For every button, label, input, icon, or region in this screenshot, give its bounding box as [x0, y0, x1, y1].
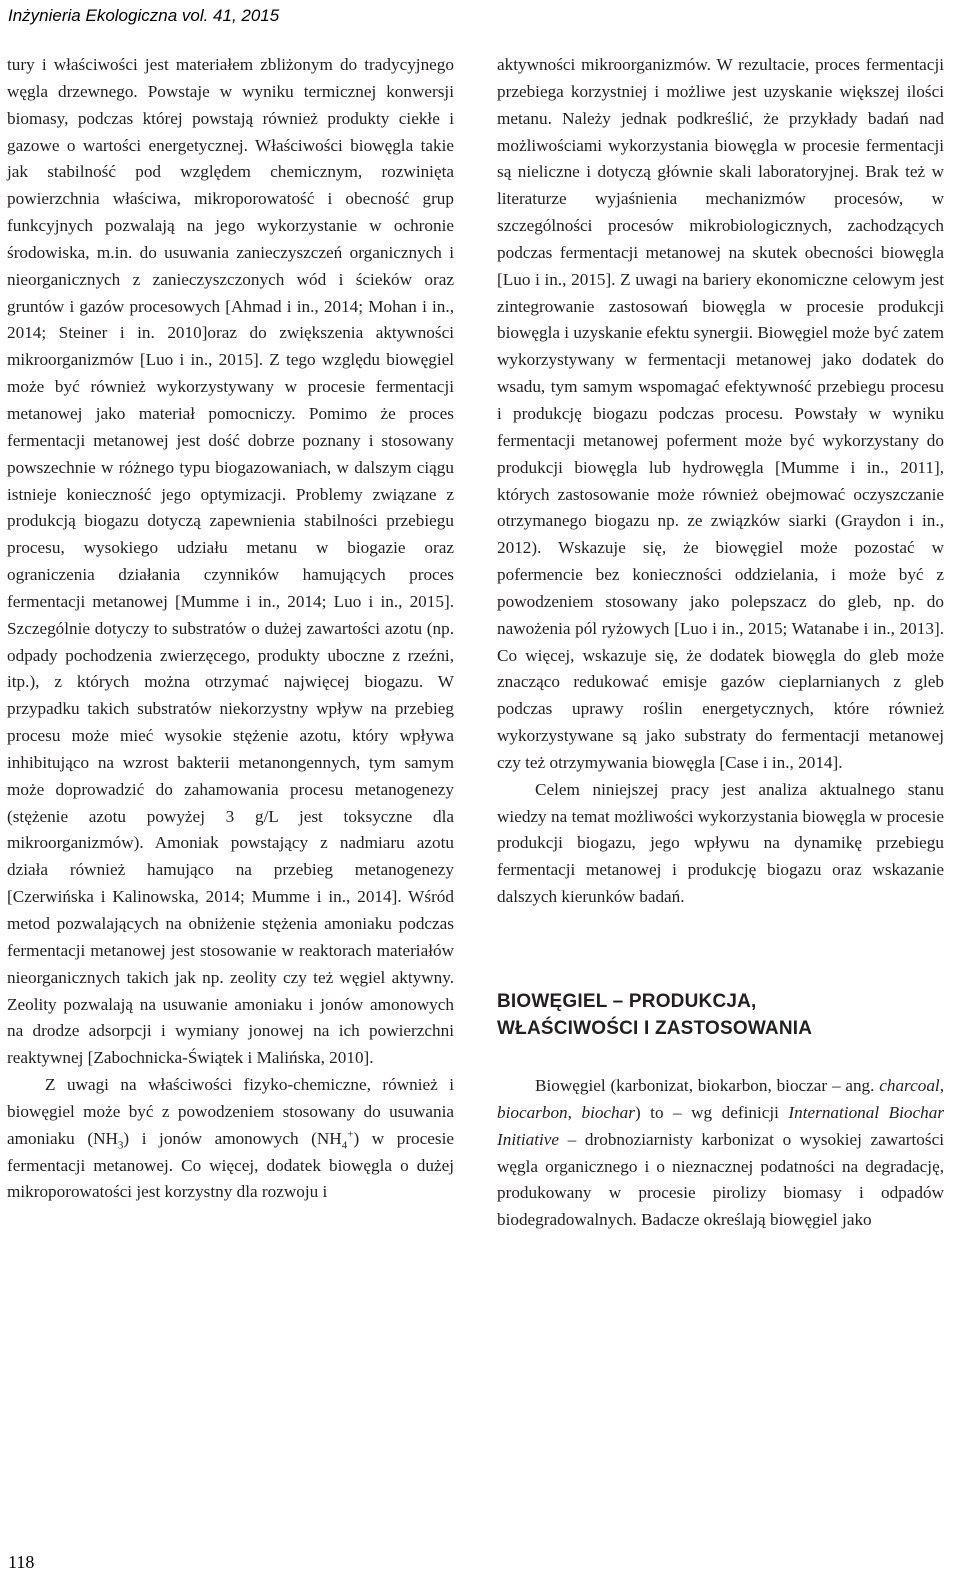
body-paragraph: tury i właściwości jest materiałem zbliżonym do tradycyjnego węgla drzewnego. Powstaje w wyniku termicznej konwersji biomasy, podczas której powstają również produkty ciekłe i gazowe o wartości energetycznej. Właściwości biowęgla takie jak stabilność pod względem chemicznym, rozwinięta powierzchnia właściwa, mikroporowatość i obecność grup funkcyjnych pozwalają na jego wykorzystanie w ochronie środowiska, m.in. do usuwania zanieczyszczeń organicznych i nieorganicznych z zanieczyszczonych wód i ścieków oraz gruntów i gazów procesowych [Ahmad i in., 2014; Mohan i in., 2014; Steiner i in. 2010]oraz do zwiększenia aktywności mikroorganizmów [Luo i in., 2015]. Z tego względu biowęgiel może być również wykorzystywany w procesie fermentacji metanowej jako materiał pomocniczy. Pomimo że proces fermentacji metanowej jest dość dobrze poznany i stosowany powszechnie w różnego typu biogazowaniach, w dalszym ciągu istnieje konieczność jego optymizacji. Problemy związane z produkcją biogazu dotyczą zapewnienia stabilności przebiegu procesu, wysokiego udziału metanu w biogazie oraz ograniczenia działania czynników hamujących proces fermentacji metanowej [Mumme i in., 2014; Luo i in., 2015]. Szczególnie dotyczy to substratów o dużej zawartości azotu (np. odpady pochodzenia zwierzęcego, produkty uboczne z rzeźni, itp.), z których można otrzymać najwięcej biogazu. W przypadku takich substratów niekorzystny wpływ na przebieg procesu może mieć wysokie stężenie azotu, który wpływa inhibitująco na wzrost bakterii metanongennych, tym samym może doprowadzić do zahamowania procesu metanogenezy (stężenie azotu powyżej 3 g/L jest toksyczne dla mikroorganizmów). Amoniak powstający z nadmiaru azotu działa również hamująco na przebieg metanogenezy [Czerwińska i Kalinowska, 2014; Mumme i in., 2014]. Wśród metod pozwalających na obniżenie stężenia amoniaku podczas fermentacji metanowej jest stosowanie w reaktorach materiałów nieorganicznych takich jak np. zeolity czy też węgiel aktywny. Zeolity pozwalają na usuwanie amoniaku i jonów amonowych na drodze adsorpcji i wymiany jonowej na ich powierzchni reaktywnej [Zabochnicka-Świątek i Malińska, 2010]. [7, 55, 454, 1068]
running-head: Inżynieria Ekologiczna vol. 41, 2015 [8, 6, 280, 25]
body-paragraph: Biowęgiel (karbonizat, biokarbon, bioczar – ang. charcoal, biocarbon, biochar) to – wg definicji International Biochar Initiative – drobnoziarnisty karbonizat o wysokiej zawartości węgla organicznego i o nieznacznej podatności na degradację, produkowany w procesie pirolizy biomasy i odpadów biodegradowalnych. Badacze określają biowęgiel jako [497, 1076, 945, 1230]
section-heading: BIOWĘGIEL – PRODUKCJA, WŁAŚCIWOŚCI I ZASTOSOWANIA [497, 991, 813, 1039]
left-column [7, 52, 454, 1206]
right-column [497, 52, 944, 1234]
body-paragraph: Celem niniejszej pracy jest analiza aktualnego stanu wiedzy na temat możliwości wykorzystania biowęgla w procesie produkcji biogazu, jego wpływu na dynamikę przebiegu fermentacji metanowej i produkcję biogazu oraz wskazanie dalszych kierunków badań. [497, 779, 944, 907]
body-paragraph: aktywności mikroorganizmów. W rezultacie, proces fermentacji przebiega korzystniej i możliwe jest uzyskanie większej ilości metanu. Należy jednak podkreślić, że przykłady badań nad możliwościami wykorzystania biowęgla w procesie fermentacji są nieliczne i dotyczą głównie skali laboratoryjnej. Brak też w literaturze wyjaśnienia mechanizmów procesów, w szczególności procesów mikrobiologicznych, zachodzących podczas fermentacji metanowej na skutek obecności biowęgla [Luo i in., 2015]. Z uwagi na bariery ekonomiczne celowym jest zintegrowanie zastosowań biowęgla w procesie produkcji biowęgla i uzyskanie efektu synergii. Biowęgiel może być zatem wykorzystywany w fermentacji metanowej jako dodatek do wsadu, tym samym wspomagać efektywność przebiegu procesu i produkcję biogazu podczas procesu. Powstały w wyniku fermentacji metanowej poferment może być wykorzystany do produkcji biowęgla lub hydrowęgla [Mumme i in., 2011], których zastosowanie może również obejmować oczyszczanie otrzymanego biogazu np. ze związków siarki (Graydon i in., 2012). Wskazuje się, że biowęgiel może pozostać w pofermencie bez konieczności oddzielania, i może być z powodzeniem stosowany jako polepszacz do gleb, np. do nawożenia pól ryżowych [Luo i in., 2015; Watanabe i in., 2013]. Co więcej, wskazuje się, że dodatek biowęgla do gleb może znacząco redukować emisje gazów cieplarnianych z gleb podczas uprawy roślin energetycznych, które również wykorzystywane są jako substraty do fermentacji metanowej czy też otrzymywania biowęgla [Case i in., 2014]. [497, 55, 944, 772]
body-paragraph: Z uwagi na właściwości fizyko-chemiczne, również i biowęgiel może być z powodzeniem stosowany do usuwania amoniaku $(NH_3)$ i jonów amonowych $(NH_4^+)$ w procesie fermentacji metanowej. Co więcej, dodatek biowęgla o dużej mikroporowatości jest korzystny dla rozwoju i [7, 1075, 454, 1202]
page-number: 118 [8, 1552, 35, 1572]
